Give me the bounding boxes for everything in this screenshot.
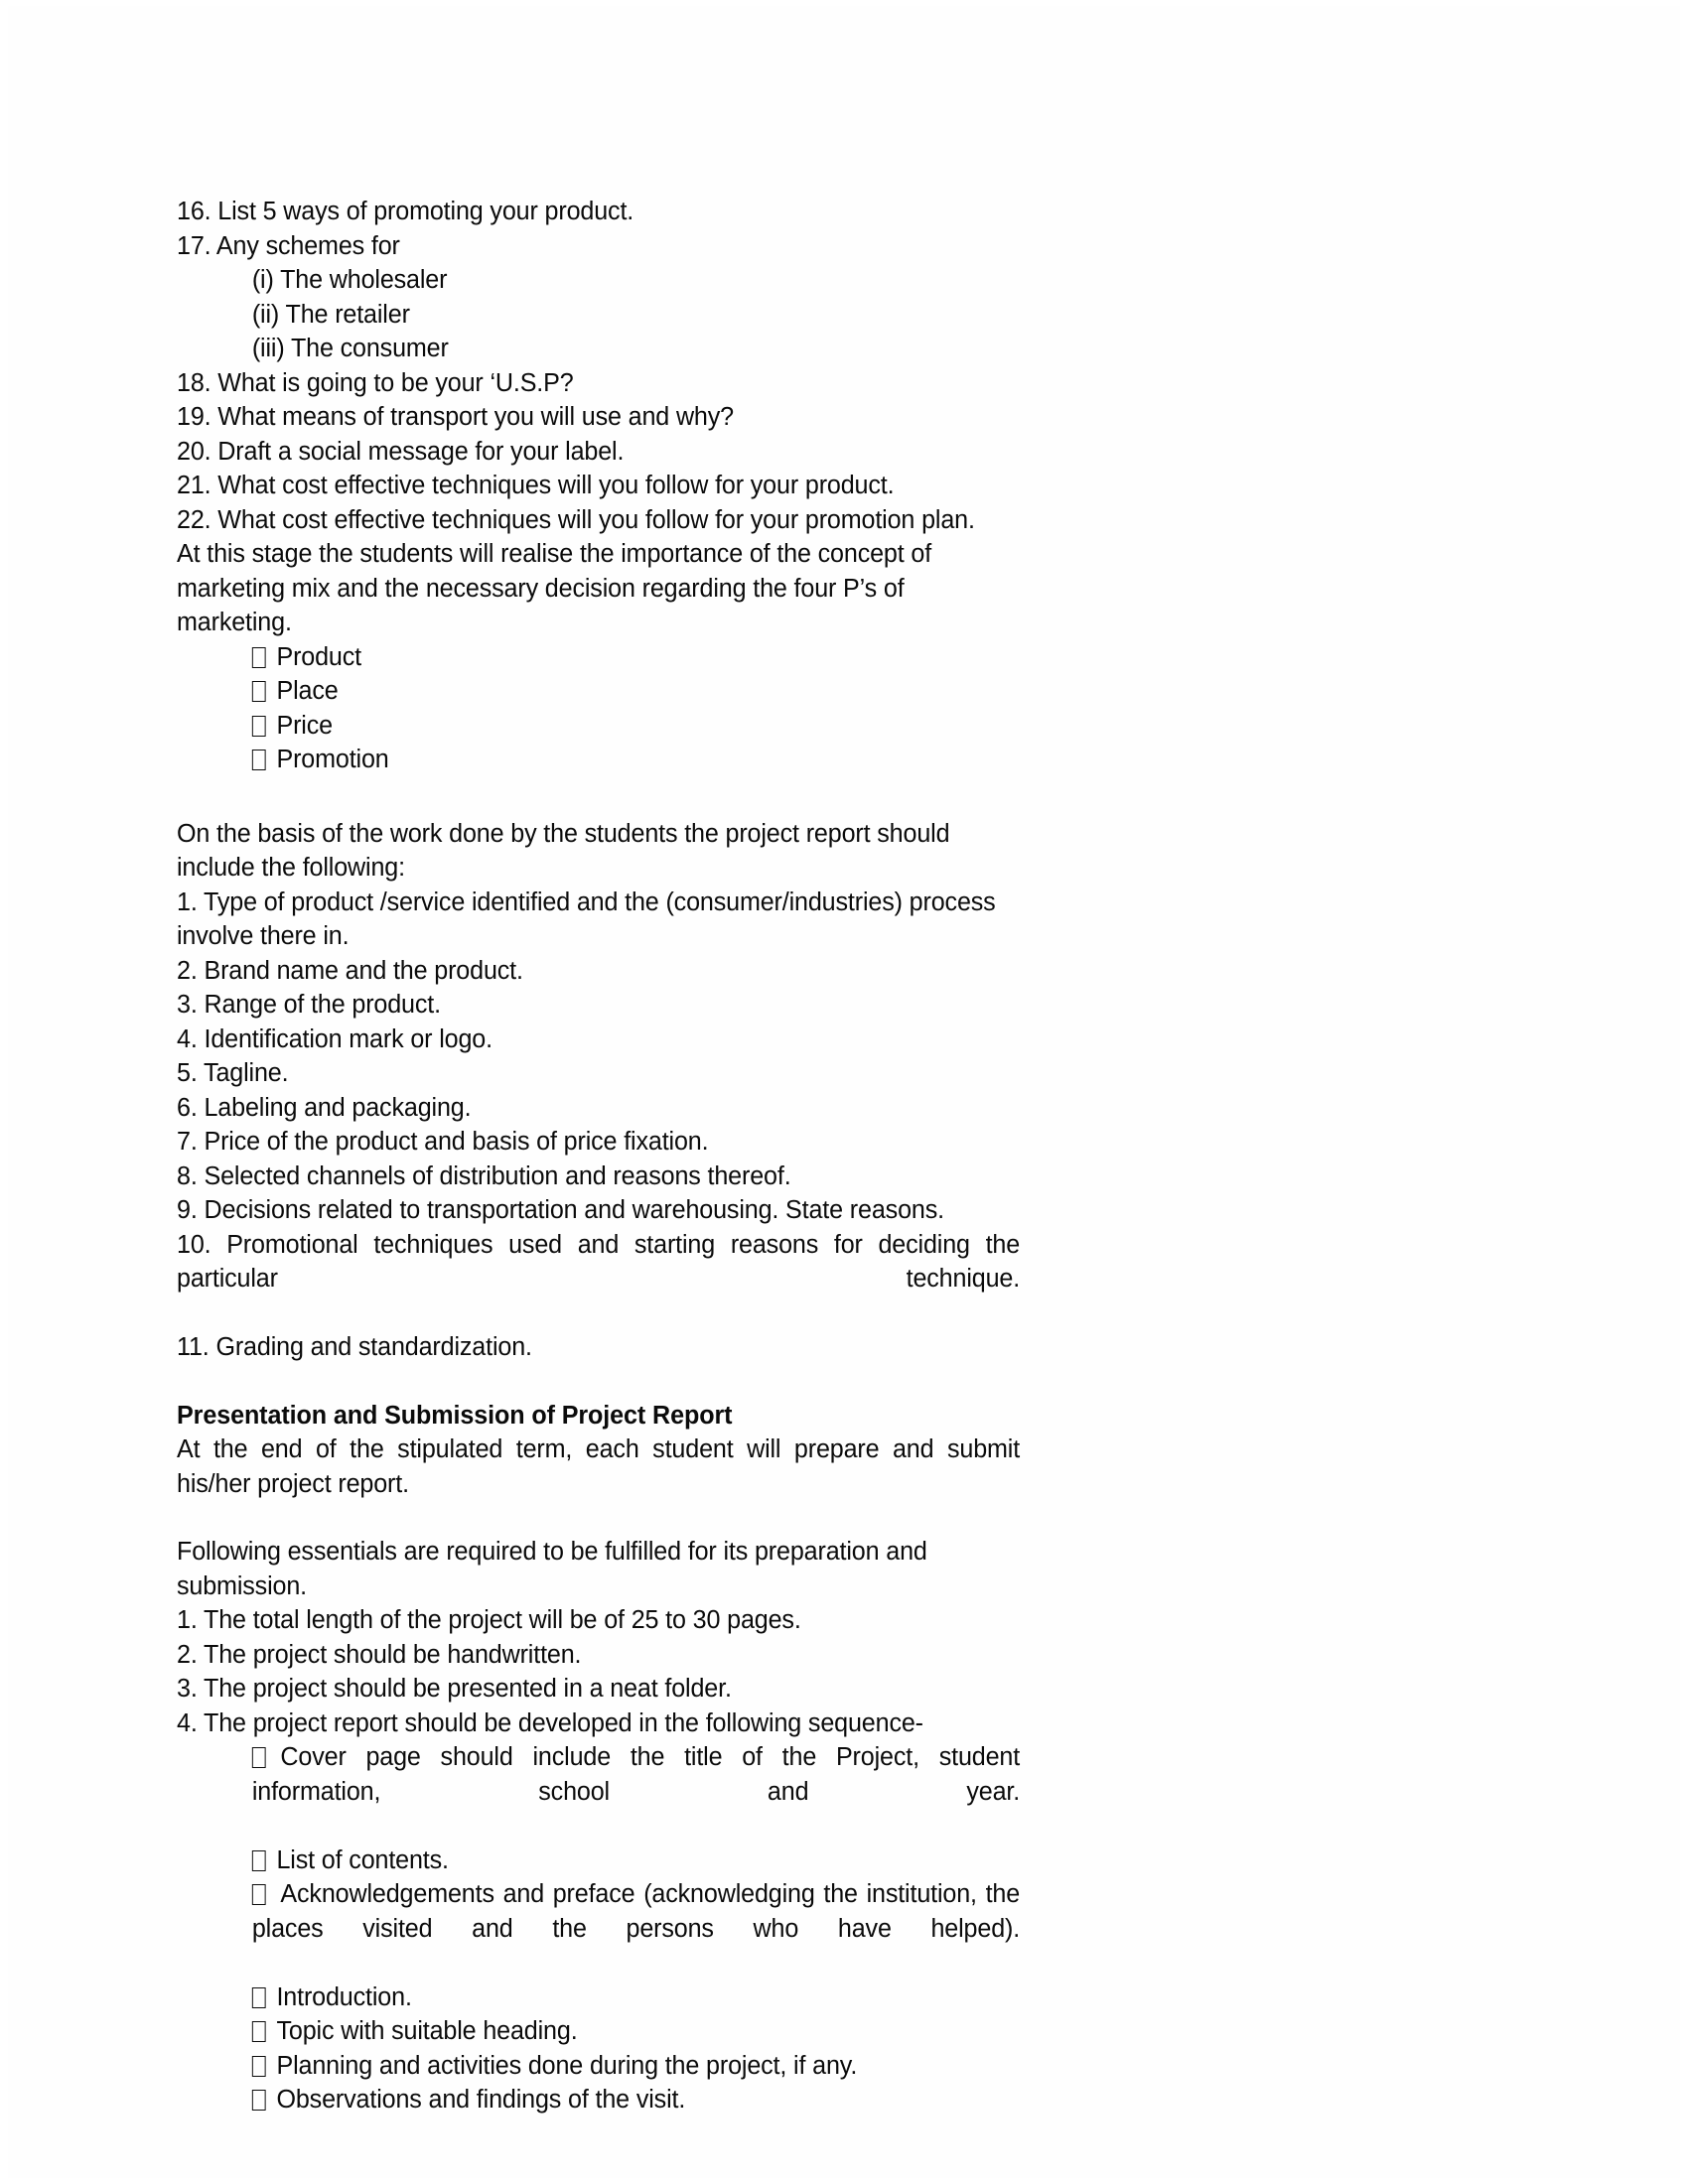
- section-spacer: [177, 777, 1033, 817]
- bullet-box-icon: [252, 2021, 266, 2042]
- bullet-label: Promotion: [276, 746, 389, 773]
- list-item: (ii) The retailer: [251, 300, 410, 329]
- list-item: (i) The wholesaler: [251, 266, 448, 294]
- list-item: [177, 1877, 1027, 1980]
- essentials-intro-paragraph: Following essentials are required to be fulfilled for its preparation and submission.: [177, 1538, 934, 1600]
- list-item: 1. The total length of the project will be of 25 to 30 pages.: [177, 1606, 801, 1634]
- list-item: [177, 1980, 1020, 2015]
- list-item: 17. Any schemes for: [177, 231, 400, 260]
- bullet-box-icon: [252, 2090, 266, 2111]
- list-item: 20. Draft a social message for your label.: [177, 437, 625, 466]
- bullet-label: Cover page should include the title of the Project, student information, school and year.: [251, 1743, 1027, 1806]
- list-item: 6. Labeling and packaging.: [177, 1093, 472, 1122]
- bullet-label: Introduction.: [276, 1982, 412, 2011]
- list-item: [177, 2049, 1020, 2084]
- bullet-box-icon: [252, 716, 266, 737]
- section-heading: Presentation and Submission of Project Report: [177, 1401, 733, 1430]
- bullet-box-icon: [252, 647, 266, 668]
- bullet-box-icon: [252, 1987, 266, 2008]
- list-item: 5. Tagline.: [177, 1059, 289, 1087]
- list-item: 4. The project report should be developed in the following sequence-: [177, 1708, 923, 1737]
- list-item: 10. Promotional techniques used and starting reasons for deciding the particular technique.: [177, 1230, 1027, 1293]
- list-item: 19. What means of transport you will use and why?: [177, 403, 734, 431]
- section-spacer: [177, 1365, 1033, 1399]
- presentation-paragraph: At the end of the stipulated term, each student will prepare and submit his/her project report.: [177, 1435, 1027, 1498]
- list-item: 4. Identification mark or logo.: [177, 1024, 492, 1053]
- bullet-box-icon: [252, 1850, 266, 1871]
- list-item: 22. What cost effective techniques will you follow for your promotion plan.: [177, 505, 975, 534]
- bullet-box-icon: [252, 2056, 266, 2077]
- list-item: 16. List 5 ways of promoting your product.: [177, 198, 634, 225]
- list-item: 3. The project should be presented in a neat folder.: [177, 1675, 732, 1703]
- list-item: 7. Price of the product and basis of price fixation.: [177, 1128, 709, 1156]
- list-item: [177, 1843, 1020, 1878]
- bullet-label: Topic with suitable heading.: [276, 2017, 578, 2045]
- bullet-label: Price: [276, 711, 333, 740]
- list-item: [177, 2014, 1020, 2049]
- bullet-label: Product: [276, 642, 362, 671]
- list-item: 9. Decisions related to transportation and warehousing. State reasons.: [177, 1196, 944, 1224]
- list-item: 8. Selected channels of distribution and reasons thereof.: [177, 1161, 791, 1190]
- list-item: (iii) The consumer: [251, 335, 449, 362]
- document-body: [177, 195, 1033, 2117]
- list-item: 18. What is going to be your ‘U.S.P?: [177, 368, 574, 397]
- bullet-box-icon: [252, 1884, 266, 1905]
- section-spacer: [177, 1501, 1033, 1535]
- list-item: [177, 2083, 1020, 2117]
- report-intro-paragraph: On the basis of the work done by the students the project report should include the following:: [177, 819, 957, 882]
- list-item: 1. Type of product /service identified and the (consumer/industries) process involve there in.: [177, 887, 1003, 950]
- bullet-box-icon: [252, 681, 266, 702]
- list-item: 11. Grading and standardization.: [177, 1333, 532, 1361]
- list-item: 2. Brand name and the product.: [177, 956, 523, 985]
- bullet-label: Observations and findings of the visit.: [276, 2086, 686, 2114]
- bullet-label: Planning and activities done during the project, if any.: [276, 2051, 858, 2080]
- bullet-box-icon: [252, 1747, 266, 1768]
- list-item: [177, 1740, 1027, 1843]
- list-item: 2. The project should be handwritten.: [177, 1640, 582, 1669]
- bullet-label: Acknowledgements and preface (acknowledging the institution, the places visited and the persons who have helped).: [251, 1880, 1027, 1943]
- list-item: [177, 674, 1020, 709]
- list-item: [177, 743, 1020, 777]
- bullet-label: Place: [276, 677, 339, 705]
- list-item: 3. Range of the product.: [177, 991, 441, 1019]
- list-item: [177, 640, 1020, 675]
- bullet-box-icon: [252, 750, 266, 770]
- bullet-label: List of contents.: [276, 1845, 449, 1874]
- list-item: 21. What cost effective techniques will you follow for your product.: [177, 472, 895, 499]
- marketing-mix-paragraph: At this stage the students will realise the importance of the concept of marketing mix and the necessary decision regarding the four P’s of marketing.: [177, 540, 938, 636]
- list-item: [177, 709, 1020, 744]
